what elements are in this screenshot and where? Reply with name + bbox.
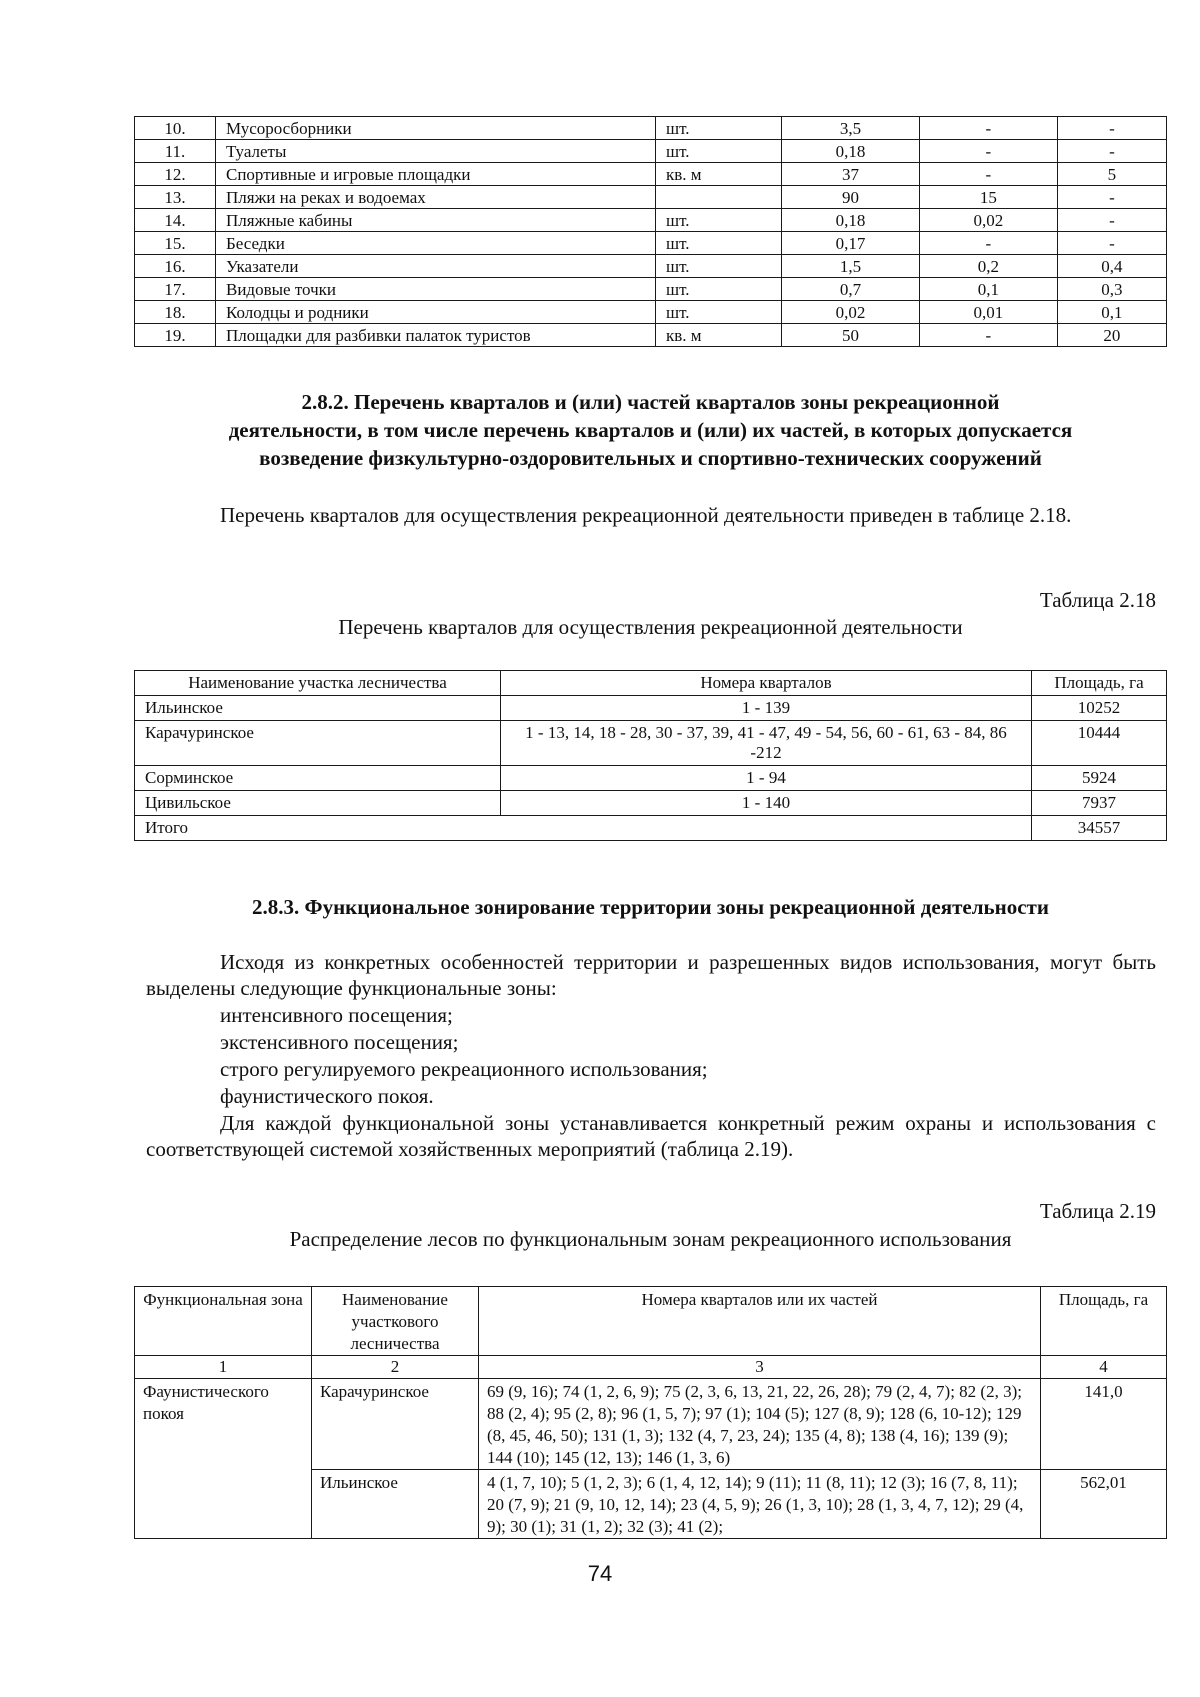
zones-table-col-number: 4 [1041, 1356, 1167, 1379]
section-282-paragraph: Перечень кварталов для осуществления рекреационной деятельности приведен в таблице 2.18. [220, 503, 1072, 527]
section-282-heading-line3: возведение физкультурно-оздоровительных и спортивно-технических сооружений [259, 446, 1042, 470]
equipment-row-name: Мусоросборники [216, 117, 656, 140]
equipment-row-value: 0,18 [782, 209, 920, 232]
equipment-row-number: 12. [135, 163, 216, 186]
quarters-table-total-label: Итого [135, 816, 1032, 841]
zones-table-col-number: 1 [135, 1356, 312, 1379]
equipment-table [134, 116, 1167, 347]
equipment-row-value: 0,2 [919, 255, 1057, 278]
section-282-heading-line2: деятельности, в том числе перечень кварталов и (или) их частей, в которых допускается [228, 418, 1073, 442]
quarters-row-numbers: 1 - 140 [501, 791, 1032, 816]
equipment-row-value: - [1057, 209, 1166, 232]
zones-table-area-cell: 141,0 [1041, 1379, 1167, 1470]
equipment-row-name: Пляжи на реках и водоемах [216, 186, 656, 209]
table-219-label: Таблица 2.19 [1039, 1199, 1156, 1223]
equipment-row-name: Указатели [216, 255, 656, 278]
equipment-row-value: 37 [782, 163, 920, 186]
equipment-table-row [135, 117, 1167, 140]
equipment-row-value: 15 [919, 186, 1057, 209]
equipment-row-unit: шт. [656, 232, 782, 255]
equipment-row-unit: кв. м [656, 163, 782, 186]
equipment-row-value: - [1057, 232, 1166, 255]
equipment-row-unit [656, 186, 782, 209]
equipment-row-name: Беседки [216, 232, 656, 255]
quarters-row-area: 5924 [1032, 766, 1167, 791]
quarters-table-body [135, 696, 1167, 816]
quarters-table-header-row [135, 671, 1167, 696]
equipment-row-value: - [1057, 186, 1166, 209]
zone-list-item: интенсивного посещения; [220, 1003, 453, 1027]
equipment-row-unit: кв. м [656, 324, 782, 347]
section-283-heading: 2.8.3. Функциональное зонирование территории зоны рекреационной деятельности [252, 895, 1049, 919]
zones-table-header-area: Площадь, га [1041, 1287, 1167, 1356]
quarters-row-name: Сорминское [135, 766, 501, 791]
zones-table-header-quarters: Номера кварталов или их частей [479, 1287, 1041, 1356]
equipment-row-value: 0,4 [1057, 255, 1166, 278]
zones-table-quarters-cell: 69 (9, 16); 74 (1, 2, 6, 9); 75 (2, 3, 6, 13, 21, 22, 26, 28); 79 (2, 4, 7); 82 (2, 3); 88 (2, 4); 95 (2, 8); 96 (1, 5, 7); 97 (1); 104 (5); 127 (8, 9); 128 (6, 10-12); 129 (8, 45, 46, 50); 131 (1, 3); 132 (4, 7, 23, 24); 135 (4, 8); 138 (4, 16); 139 (9); 144 (10); 145 (12, 13); 146 (1, 3, 6) [479, 1379, 1041, 1470]
zone-list-item: экстенсивного посещения; [220, 1030, 459, 1054]
section-282-heading-line1: 2.8.2. Перечень кварталов и (или) частей кварталов зоны рекреационной [301, 390, 1000, 414]
zones-table-area-cell: 562,01 [1041, 1470, 1167, 1539]
quarters-table-row [135, 766, 1167, 791]
equipment-row-name: Видовые точки [216, 278, 656, 301]
equipment-row-value: - [919, 232, 1057, 255]
quarters-table-total-area: 34557 [1032, 816, 1167, 841]
table-218-label: Таблица 2.18 [1039, 588, 1156, 612]
zones-table-row [135, 1379, 1167, 1470]
zone-list-item: фаунистического покоя. [220, 1084, 434, 1108]
quarters-table-header-name: Наименование участка лесничества [135, 671, 501, 696]
section-282-heading [134, 388, 1167, 472]
equipment-row-value: 0,02 [782, 301, 920, 324]
section-283-paragraph1: Исходя из конкретных особенностей территории и разрешенных видов использования, могут быть выделены следующие функциональные зоны: [146, 950, 1156, 1000]
equipment-row-value: - [1057, 140, 1166, 163]
equipment-row-value: 90 [782, 186, 920, 209]
quarters-table-total-row [135, 816, 1167, 841]
equipment-row-number: 19. [135, 324, 216, 347]
quarters-table-header-quarters: Номера кварталов [501, 671, 1032, 696]
equipment-row-value: 0,7 [782, 278, 920, 301]
equipment-row-unit: шт. [656, 209, 782, 232]
zones-table [134, 1286, 1167, 1539]
quarters-row-name: Карачуринское [135, 721, 501, 766]
equipment-row-number: 15. [135, 232, 216, 255]
equipment-row-number: 11. [135, 140, 216, 163]
quarters-table-row [135, 696, 1167, 721]
equipment-row-value: - [919, 117, 1057, 140]
quarters-row-area: 10252 [1032, 696, 1167, 721]
quarters-row-numbers: 1 - 94 [501, 766, 1032, 791]
zones-table-number-row [135, 1356, 1167, 1379]
equipment-row-unit: шт. [656, 140, 782, 163]
quarters-row-numbers: 1 - 13, 14, 18 - 28, 30 - 37, 39, 41 - 47, 49 - 54, 56, 60 - 61, 63 - 84, 86 -212 [501, 721, 1032, 766]
equipment-row-value: 0,1 [1057, 301, 1166, 324]
quarters-table-row [135, 791, 1167, 816]
zone-list-item: строго регулируемого рекреационного использования; [220, 1057, 708, 1081]
equipment-row-value: - [919, 324, 1057, 347]
equipment-row-name: Пляжные кабины [216, 209, 656, 232]
zones-table-header-row [135, 1287, 1167, 1356]
equipment-row-value: 50 [782, 324, 920, 347]
equipment-table-row [135, 301, 1167, 324]
equipment-row-value: 0,01 [919, 301, 1057, 324]
equipment-row-value: 0,1 [919, 278, 1057, 301]
quarters-row-name: Ильинское [135, 696, 501, 721]
equipment-row-number: 13. [135, 186, 216, 209]
equipment-row-name: Туалеты [216, 140, 656, 163]
equipment-table-row [135, 324, 1167, 347]
equipment-row-unit: шт. [656, 278, 782, 301]
equipment-table-row [135, 140, 1167, 163]
zones-table-forestry-cell: Карачуринское [312, 1379, 479, 1470]
equipment-row-value: 1,5 [782, 255, 920, 278]
equipment-row-value: 20 [1057, 324, 1166, 347]
equipment-row-value: 5 [1057, 163, 1166, 186]
equipment-row-value: 0,02 [919, 209, 1057, 232]
equipment-row-value: - [919, 163, 1057, 186]
page-number: 74 [587, 1561, 613, 1586]
zones-table-quarters-cell: 4 (1, 7, 10); 5 (1, 2, 3); 6 (1, 4, 12, 14); 9 (11); 11 (8, 11); 12 (3); 16 (7, 8, 11); 20 (7, 9); 21 (9, 10, 12, 14); 23 (4, 5, 9); 26 (1, 3, 10); 28 (1, 3, 4, 7, 12); 29 (4, 9); 30 (1); 31 (1, 2); 32 (3); 41 (2); [479, 1470, 1041, 1539]
equipment-row-unit: шт. [656, 255, 782, 278]
quarters-row-area: 10444 [1032, 721, 1167, 766]
equipment-row-name: Спортивные и игровые площадки [216, 163, 656, 186]
quarters-table-row [135, 721, 1167, 766]
equipment-row-number: 17. [135, 278, 216, 301]
equipment-row-value: 0,3 [1057, 278, 1166, 301]
equipment-row-unit: шт. [656, 301, 782, 324]
equipment-row-name: Колодцы и родники [216, 301, 656, 324]
zones-table-zone-cell: Фаунистического покоя [135, 1379, 312, 1539]
quarters-row-name: Цивильское [135, 791, 501, 816]
zones-table-forestry-cell: Ильинское [312, 1470, 479, 1539]
section-283-paragraph2: Для каждой функциональной зоны устанавливается конкретный режим охраны и использования с соответствующей системой хозяйственных мероприятий (таблица 2.19). [146, 1111, 1156, 1161]
equipment-table-row [135, 209, 1167, 232]
equipment-table-row [135, 278, 1167, 301]
equipment-row-number: 10. [135, 117, 216, 140]
zones-table-header-zone: Функциональная зона [135, 1287, 312, 1356]
zones-table-header-forestry: Наименование участкового лесничества [312, 1287, 479, 1356]
equipment-table-row [135, 255, 1167, 278]
zones-table-col-number: 3 [479, 1356, 1041, 1379]
equipment-table-body [135, 117, 1167, 347]
equipment-row-number: 14. [135, 209, 216, 232]
equipment-row-number: 16. [135, 255, 216, 278]
equipment-row-value: 0,18 [782, 140, 920, 163]
quarters-table [134, 670, 1167, 841]
equipment-table-row [135, 232, 1167, 255]
zones-table-col-number: 2 [312, 1356, 479, 1379]
equipment-table-row [135, 163, 1167, 186]
equipment-row-value: - [1057, 117, 1166, 140]
equipment-row-name: Площадки для разбивки палаток туристов [216, 324, 656, 347]
equipment-row-value: 3,5 [782, 117, 920, 140]
quarters-row-numbers: 1 - 139 [501, 696, 1032, 721]
equipment-row-number: 18. [135, 301, 216, 324]
equipment-row-unit: шт. [656, 117, 782, 140]
table-218-caption: Перечень кварталов для осуществления рекреационной деятельности [338, 615, 963, 639]
quarters-table-header-area: Площадь, га [1032, 671, 1167, 696]
table-219-caption: Распределение лесов по функциональным зонам рекреационного использования [289, 1227, 1012, 1251]
equipment-table-row [135, 186, 1167, 209]
equipment-row-value: - [919, 140, 1057, 163]
quarters-row-area: 7937 [1032, 791, 1167, 816]
equipment-row-value: 0,17 [782, 232, 920, 255]
